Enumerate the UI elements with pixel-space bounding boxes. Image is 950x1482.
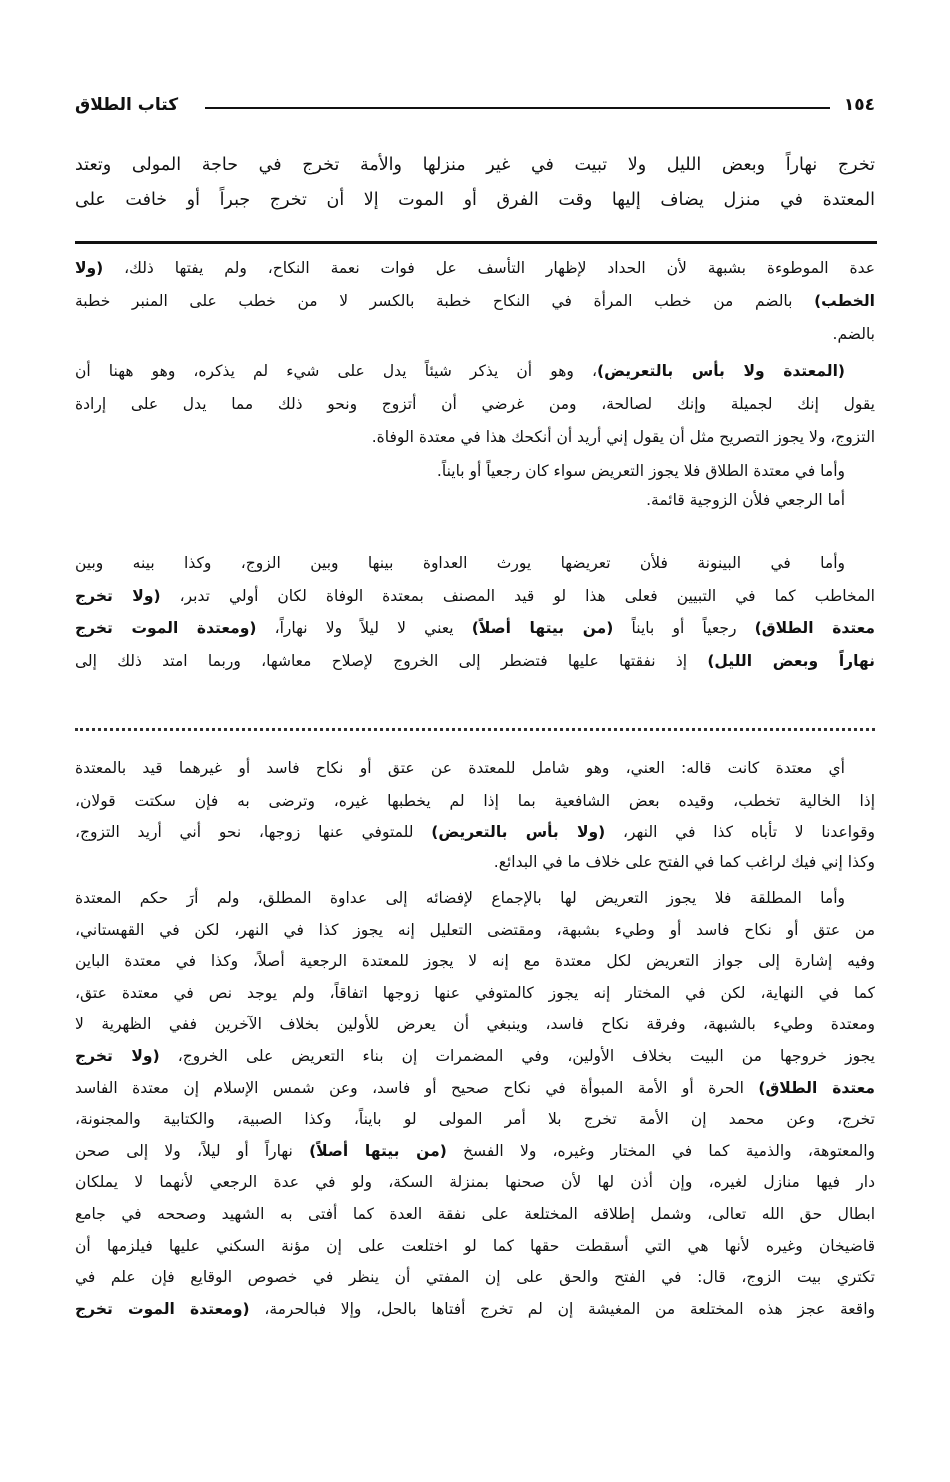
text-segment: إذ نفقتها عليها فتضطر إلى الخروج لإصلاح معاشها، وربما امتد ذلك إلى [75, 652, 708, 670]
text-segment: واقعة عجز هذه المختلعة من المغيشة إن لم تخرج أفتاها بالحل، وإلا فبالحرمة، [249, 1299, 875, 1318]
footnote-1-line [75, 356, 875, 386]
bold-matn-text: معتدة الطلاق) [758, 1078, 875, 1097]
text-segment: تخرج نهاراً وبعض الليل ولا تبيت في غير منزلها والأمة تخرج في حاجة المولى وتعتد [75, 155, 875, 175]
footnote-separator-rule [75, 241, 877, 244]
bold-matn-text: (ولا تخرج [75, 1047, 160, 1065]
text-segment: من عتق أو نكاح فاسد أو وطيء بشبهة، ومقتضى التعليل إنه يجوز كذا في النهر، لكن في القهستاني، [75, 920, 875, 939]
footnote-2-line [75, 817, 875, 847]
footnote-1-line [75, 485, 875, 515]
footnote-1-line [75, 319, 875, 349]
text-segment: نهاراً أو ليلاً، ولا إلى صحن [75, 1141, 310, 1160]
header-rule [205, 107, 830, 109]
footnote-2-line [75, 883, 875, 913]
footnote-1-line [75, 548, 875, 578]
bold-matn-text: (ومعتدة الموت تخرج [75, 1299, 250, 1318]
text-segment: المخاطب كما في التبيين فعلى هذا لو قيد المصنف بمعتدة الوفاة لكان أولي تدبر، [160, 587, 875, 605]
bold-matn-text: (ولا [75, 259, 104, 277]
footnote-2-line [75, 1104, 875, 1134]
text-segment: وأما في البينونة فلأن تعريضها يورث العداوة بينها وبين الزوج، وكذا بينه وبين [75, 554, 845, 572]
footnote-1-line [75, 646, 875, 676]
text-segment: يعني لا ليلاً ولا نهاراً، [256, 619, 472, 637]
bold-matn-text: (من بيتها أصلاً) [471, 619, 614, 637]
footnote-2-line [75, 847, 875, 877]
footnote-2-line [75, 1009, 875, 1039]
text-segment: ومعتدة وطيء بالشبهة، وفرقة نكاح فاسد، وينبغي أن يعرض للأولين بخلاف الآخرين ففي الظهرية لا [75, 1015, 875, 1034]
footnote-1-line [75, 253, 875, 283]
footnote-1-line [75, 422, 875, 452]
footnote-2-line [75, 1199, 875, 1229]
footnote-2-line [75, 1294, 875, 1324]
bold-matn-text: معتدة الطلاق) [754, 619, 875, 637]
bold-matn-text: (من بيتها أصلاً) [309, 1141, 447, 1160]
text-segment: إذا الخالية تخطب، وقيده بعض الشافعية بما إذا لم يخطبها غيره، وترضى به فإن سكتت قولان، [75, 792, 875, 810]
main-text-line [75, 185, 875, 215]
bold-matn-text: (المعتدة ولا بأس بالتعريض) [597, 362, 845, 380]
dotted-separator [75, 718, 875, 731]
text-segment: وأما المطلقة فلا يجوز التعريض لها بالإجماع لإفضائه إلى عداوة المطلق، ولم أرَ حكم المعتدة [75, 889, 845, 907]
footnote-2-line [75, 1231, 875, 1261]
text-segment: عدة الموطوءة بشبهة لأن الحداد لإظهار التأسف عل فوات نعمة النكاح، ولم يفتها ذلك، [103, 259, 875, 277]
text-segment: المعتدة في منزل يضاف إليها وقت الفرق أو الموت إلا أن تخرج جبراً أو خافت على [75, 190, 875, 210]
bold-matn-text: الخطب) [814, 292, 875, 310]
footnote-1-line [75, 581, 875, 611]
text-segment: رجعياً أو بايناً [613, 619, 755, 637]
footnote-2-line [75, 1041, 875, 1071]
footnote-2-line [75, 1262, 875, 1292]
bold-matn-text: (ومعتدة الموت تخرج [75, 619, 257, 637]
text-segment: وقواعدنا لا تأباه كذا في النهر، [605, 823, 875, 841]
main-text-line [75, 150, 875, 180]
text-segment: وفيه إشارة إلى جواز التعريض لكل معتدة مع إنه لا يجوز للمعتدة الرجعية أصلاً، وكذا في معتدة الباين [75, 952, 875, 971]
footnote-1-line [75, 286, 875, 316]
text-segment: قاضيخان وغيره لأنها هي التي أسقطت حقها كما لو اختلعت على إن مؤنة السكني عليها فيلزمها أن [75, 1236, 875, 1255]
text-segment: الحرة أو الأمة المبوأة في نكاح صحيح أو فاسد، وعن شمس الإسلام إن معتدة الفاسد [75, 1078, 759, 1097]
text-segment: ابطال حق الله تعالى، وشمل إطلاقه المختلعة على نفقة العدة كما أفتى به الشهيد وصححه في جامع [75, 1205, 875, 1223]
bold-matn-text: (ولا تخرج [75, 587, 161, 605]
text-segment: تكتري بيت الزوج، قال: في الفتح والحق على إن المفتي أن ينظر في خصوص الوقايع فإن علم في [75, 1268, 875, 1287]
text-segment: بالضم. [832, 325, 875, 343]
text-segment: التزوج، ولا يجوز التصريح مثل أن يقول إني أريد أن أنكحك هذا في معتدة الوفاة. [371, 428, 875, 446]
footnote-1-line [75, 613, 875, 643]
footnote-2-line [75, 1136, 875, 1166]
text-segment: أما الرجعي فلأن الزوجية قائمة. [646, 491, 845, 509]
text-segment: ، وهو أن يذكر شيئاً يدل على شيء لم يذكره، وهو ههنا أن [75, 362, 598, 380]
footnote-2-line [75, 915, 875, 945]
running-header-title: كتاب الطلاق [75, 95, 179, 115]
footnote-2-line [75, 786, 875, 816]
footnote-1-line [75, 456, 875, 486]
footnote-2-line [75, 978, 875, 1008]
footnote-2-line [75, 946, 875, 976]
footnote-1-line [75, 389, 875, 419]
text-segment: يجوز خروجها من البيت بخلاف الأولين، وفي المضمرات إن بناء التعريض على الخروج، [159, 1047, 875, 1065]
bold-matn-text: نهاراً وبعض الليل) [707, 652, 875, 670]
text-segment: والمعتوهة، والذمية كما في المختار وغيره، ولا الفسخ [446, 1141, 875, 1160]
text-segment: وأما في معتدة الطلاق فلا يجوز التعريض سواء كان رجعياً أو بايناً. [436, 462, 845, 480]
text-segment: أي معتدة كانت قاله: العني، وهو شامل للمعتدة عن عتق أو نكاح فاسد أو غيرهما قيد بالمعتدة [75, 759, 845, 777]
text-segment: وكذا إني فيك لراغب كما في الفتح على خلاف ما في البدائع. [493, 853, 875, 871]
footnote-2-line [75, 1167, 875, 1197]
footnote-2-line [75, 753, 875, 783]
text-segment: بالضم من خطب المرأة في النكاح خطبة بالكسر لا من خطب على المنبر خطبة [75, 292, 815, 310]
page-number: ١٥٤ [843, 95, 875, 115]
bold-matn-text: (ولا بأس بالتعريض) [431, 823, 606, 841]
text-segment: يقول إنك لجميلة وإنك لصالحة، ومن غرضي أن أتزوج ونحو ذلك مما يدل على إرادة [75, 395, 875, 413]
text-segment: دار فيها منازل لغيره، وإن أذن لها لأن صحنها بمنزلة السكة، ولو في عدة الرجعي لأنهما لا يملكان [75, 1173, 875, 1192]
footnote-2-line [75, 1073, 875, 1103]
text-segment: كما في النهاية، لكن في المختار إنه يجوز كالمتوفي عنها زوجها اتفاقاً، ولم يوجد نص في معتدة عتق، [75, 983, 875, 1002]
text-segment: للمتوفي عنها زوجها، نحو أني أريد التزوج، [75, 823, 432, 841]
text-segment: تخرج، وعن محمد إن الأمة تخرج بلا أمر المولى لو بايناً، وكذا الصبية، والكتابية والمجنونة، [75, 1110, 875, 1129]
